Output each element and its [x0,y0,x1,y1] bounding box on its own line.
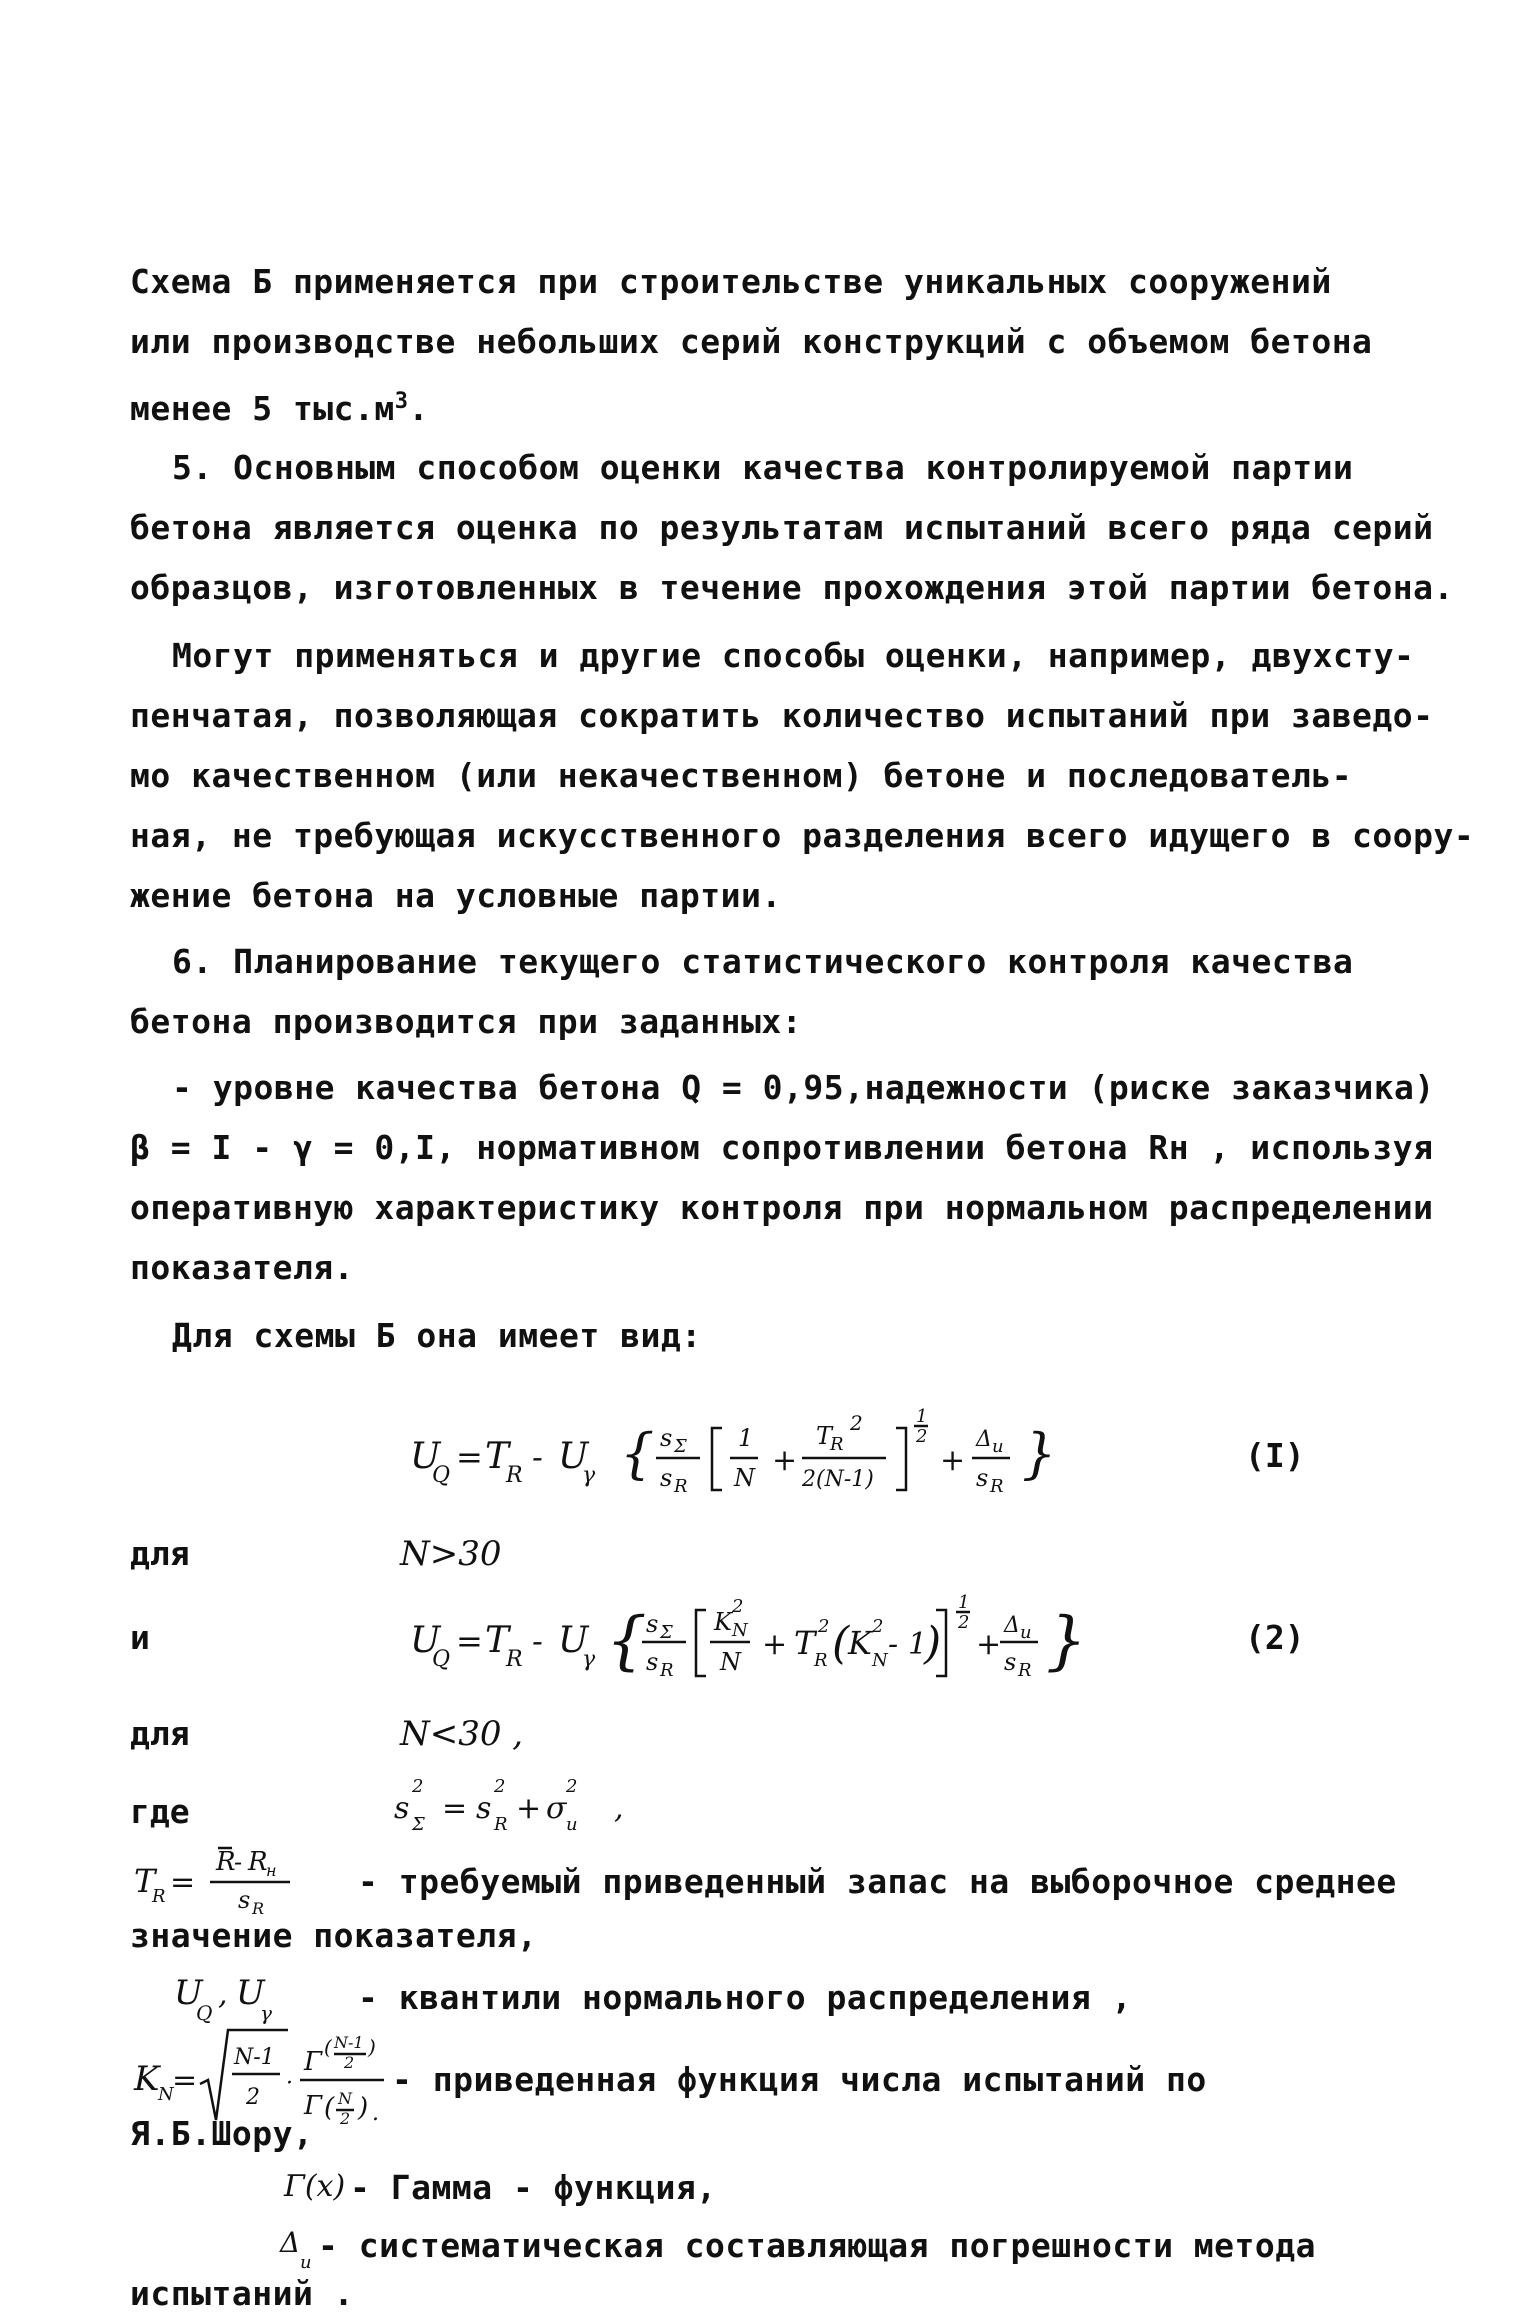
condition: N<30 , [400,1714,524,1754]
svg-text:s: s [646,1648,659,1676]
svg-text:Γ: Γ [304,2091,323,2121]
svg-text:T: T [485,1436,510,1477]
svg-text:U: U [236,1973,265,2013]
svg-text:s: s [476,1791,492,1826]
svg-text:s: s [976,1464,989,1492]
svg-text:·: · [286,2071,293,2096]
svg-text:s: s [660,1464,673,1492]
svg-text:=: = [170,1865,196,1900]
equation-number: (2) [1245,1618,1305,1657]
svg-text:Q: Q [432,1463,451,1488]
svg-text:1: 1 [908,1627,928,1662]
svg-text:u: u [566,1814,578,1835]
svg-text:.: . [372,2101,379,2126]
svg-text:R: R [152,1886,166,1907]
text-line: Я.Б.Шору, [130,2114,314,2153]
svg-text:2: 2 [494,1776,506,1797]
svg-text:Γ(x): Γ(x) [284,2169,346,2204]
svg-text:R: R [990,1476,1004,1497]
definition-text: - приведенная функция числа испытаний по [392,2060,1207,2099]
svg-text:,: , [614,1791,624,1826]
svg-text:(: ( [832,1618,850,1669]
text-line: ная, не требующая искусственного разделения всего идущего в соору- [130,816,1475,855]
svg-text:Q: Q [196,2001,213,2025]
svg-text:T: T [794,1624,816,1662]
svg-text:γ: γ [582,1647,596,1672]
svg-text:N: N [158,2084,174,2105]
definition-text: - Гамма - функция, [350,2168,717,2207]
svg-text:K: K [714,1608,732,1636]
svg-text:Δ: Δ [976,1427,992,1452]
svg-text:T: T [134,1862,156,1900]
svg-text:2: 2 [818,1616,830,1637]
svg-text:N: N [338,2089,352,2108]
svg-text:=: = [172,2063,198,2098]
svg-text:R: R [1018,1660,1032,1681]
svg-text:σ: σ [546,1791,567,1826]
svg-text:R: R [506,1463,523,1488]
condition-label: для [130,1534,190,1573]
svg-text:,: , [218,1977,228,2012]
svg-text:T: T [816,1422,833,1450]
svg-text:2: 2 [566,1776,578,1797]
svg-text:-: - [532,1438,543,1476]
text-line: бетона производится при заданных: [130,1002,803,1041]
svg-text:R: R [506,1647,523,1672]
svg-text:+: + [772,1443,798,1478]
svg-text:1: 1 [738,1424,754,1452]
definition-text: - систематическая составляющая погрешности метода [318,2226,1317,2265]
svg-text:+: + [940,1443,966,1478]
svg-text:2: 2 [344,2053,355,2072]
svg-text:u: u [1020,1622,1032,1643]
svg-text:s: s [660,1424,673,1452]
svg-text:U: U [558,1620,589,1661]
svg-text:): ) [358,2093,369,2123]
svg-text:{: { [606,1604,647,1678]
svg-text:Σ: Σ [674,1436,687,1457]
svg-text:2(N-1): 2(N-1) [802,1467,874,1492]
text-line: бетона является оценка по результатам испытаний всего ряда серий [130,508,1434,547]
svg-text:-: - [532,1622,543,1660]
condition-label: и [130,1618,150,1657]
svg-text:2: 2 [246,2085,260,2110]
svg-text:Γ: Γ [304,2047,323,2077]
svg-text:R: R [814,1650,828,1671]
formula-2 [410,1570,1130,1704]
text-line: жение бетона на условные партии. [130,876,782,915]
svg-text:1: 1 [958,1592,970,1613]
svg-text:R: R [674,1476,688,1497]
svg-text:+: + [516,1791,542,1826]
svg-text:K: K [848,1624,872,1662]
definition-text: - требуемый приведенный запас на выборочное среднее [358,1862,1397,1901]
svg-text:+: + [976,1627,1002,1662]
svg-text:2: 2 [732,1596,744,1617]
svg-text:=: = [456,1622,483,1660]
svg-text:=: = [442,1791,468,1826]
svg-text:N: N [732,1620,748,1641]
svg-text:U: U [410,1436,441,1477]
svg-text:R: R [252,1899,265,1916]
svg-text:s: s [238,1886,251,1914]
svg-text:=: = [456,1438,483,1476]
svg-text:U: U [558,1436,589,1477]
text-line: образцов, изготовленных в течение прохождения этой партии бетона. [130,568,1454,607]
svg-text:1: 1 [916,1406,928,1427]
text-line: мо качественном (или некачественном) бетоне и последователь- [130,756,1353,795]
svg-text:s: s [394,1791,410,1826]
svg-text:s: s [646,1610,659,1638]
text-line: оперативную характеристику контроля при нормальном распределении [130,1188,1434,1227]
svg-text:N-1: N-1 [234,2045,275,2070]
svg-text:Σ: Σ [660,1622,673,1643]
svg-text:2: 2 [340,2109,351,2128]
formula-quantiles [170,1960,330,2034]
svg-text:γ: γ [260,2001,272,2025]
formula-1 [410,1390,1130,1524]
text-line: Схема Б применяется при строительстве уникальных сооружений [130,262,1332,301]
svg-text:2: 2 [850,1411,863,1435]
svg-text:u: u [300,2252,312,2273]
svg-text:Q: Q [432,1647,451,1672]
text-line: - уровне качества бетона Q = 0,95,надежности (риске заказчика) [172,1068,1435,1107]
svg-text:U: U [410,1620,441,1661]
svg-text:Δ: Δ [1004,1613,1020,1638]
text-line: 6. Планирование текущего статистического контроля качества [172,942,1354,981]
svg-text:-: - [234,1848,243,1876]
svg-text:R: R [830,1434,844,1455]
text-line: β = I - γ = 0,I, нормативном сопротивлении бетона Rн , используя [130,1128,1434,1167]
svg-text:R: R [248,1847,268,1877]
text-line: Для схемы Б она имеет вид: [172,1316,702,1355]
svg-text:N: N [872,1650,888,1671]
svg-text:): ) [924,1618,942,1669]
condition-label: где [130,1792,190,1831]
text-line: или производстве небольших серий конструкций с объемом бетона [130,322,1373,361]
svg-text:-: - [888,1627,899,1662]
svg-text:2: 2 [916,1426,928,1447]
definition-text: - квантили нормального распределения , [358,1978,1132,2017]
text-line: испытаний . [130,2274,355,2313]
text-line: менее 5 $тыс.м^3$. [130,389,429,428]
svg-text:{: { [620,1422,655,1485]
svg-text:s: s [1004,1648,1017,1676]
svg-text:): ) [368,2035,376,2059]
svg-text:u: u [992,1436,1004,1457]
svg-text:Δ: Δ [280,2226,301,2259]
svg-text:R: R [494,1814,508,1835]
text-line: 5. Основным способом оценки качества контролируемой партии [172,448,1354,487]
equation-number: (I) [1245,1436,1305,1475]
svg-text:K: K [134,2059,160,2099]
svg-text:(: ( [324,2093,335,2123]
svg-text:Σ: Σ [412,1814,425,1835]
svg-text:U: U [174,1973,203,2013]
text-line: Могут применяться и другие способы оценки, например, двухсту- [172,636,1415,675]
svg-text:2: 2 [958,1612,970,1633]
formula-sigma [392,1762,652,1846]
condition-label: для [130,1714,190,1753]
svg-text:}: } [1022,1422,1057,1485]
svg-text:T: T [485,1620,510,1661]
svg-text:}: } [1046,1604,1087,1678]
svg-text:(: ( [324,2035,332,2059]
svg-text:N: N [734,1464,755,1492]
svg-text:γ: γ [582,1463,596,1488]
text-line: показателя. [130,1248,355,1287]
svg-text:2: 2 [872,1616,884,1637]
svg-text:2: 2 [412,1776,424,1797]
text-line: пенчатая, позволяющая сократить количество испытаний при заведо- [130,696,1434,735]
svg-text:N: N [720,1648,741,1676]
svg-text:+: + [762,1627,788,1662]
svg-text:R: R [660,1660,674,1681]
svg-text:н: н [266,1861,277,1880]
text-line: значение показателя, [130,1916,538,1955]
svg-text:N-1: N-1 [334,2033,364,2052]
condition: N>30 [400,1534,502,1574]
svg-text:R: R [216,1847,236,1877]
formula-tr [130,1836,360,1920]
